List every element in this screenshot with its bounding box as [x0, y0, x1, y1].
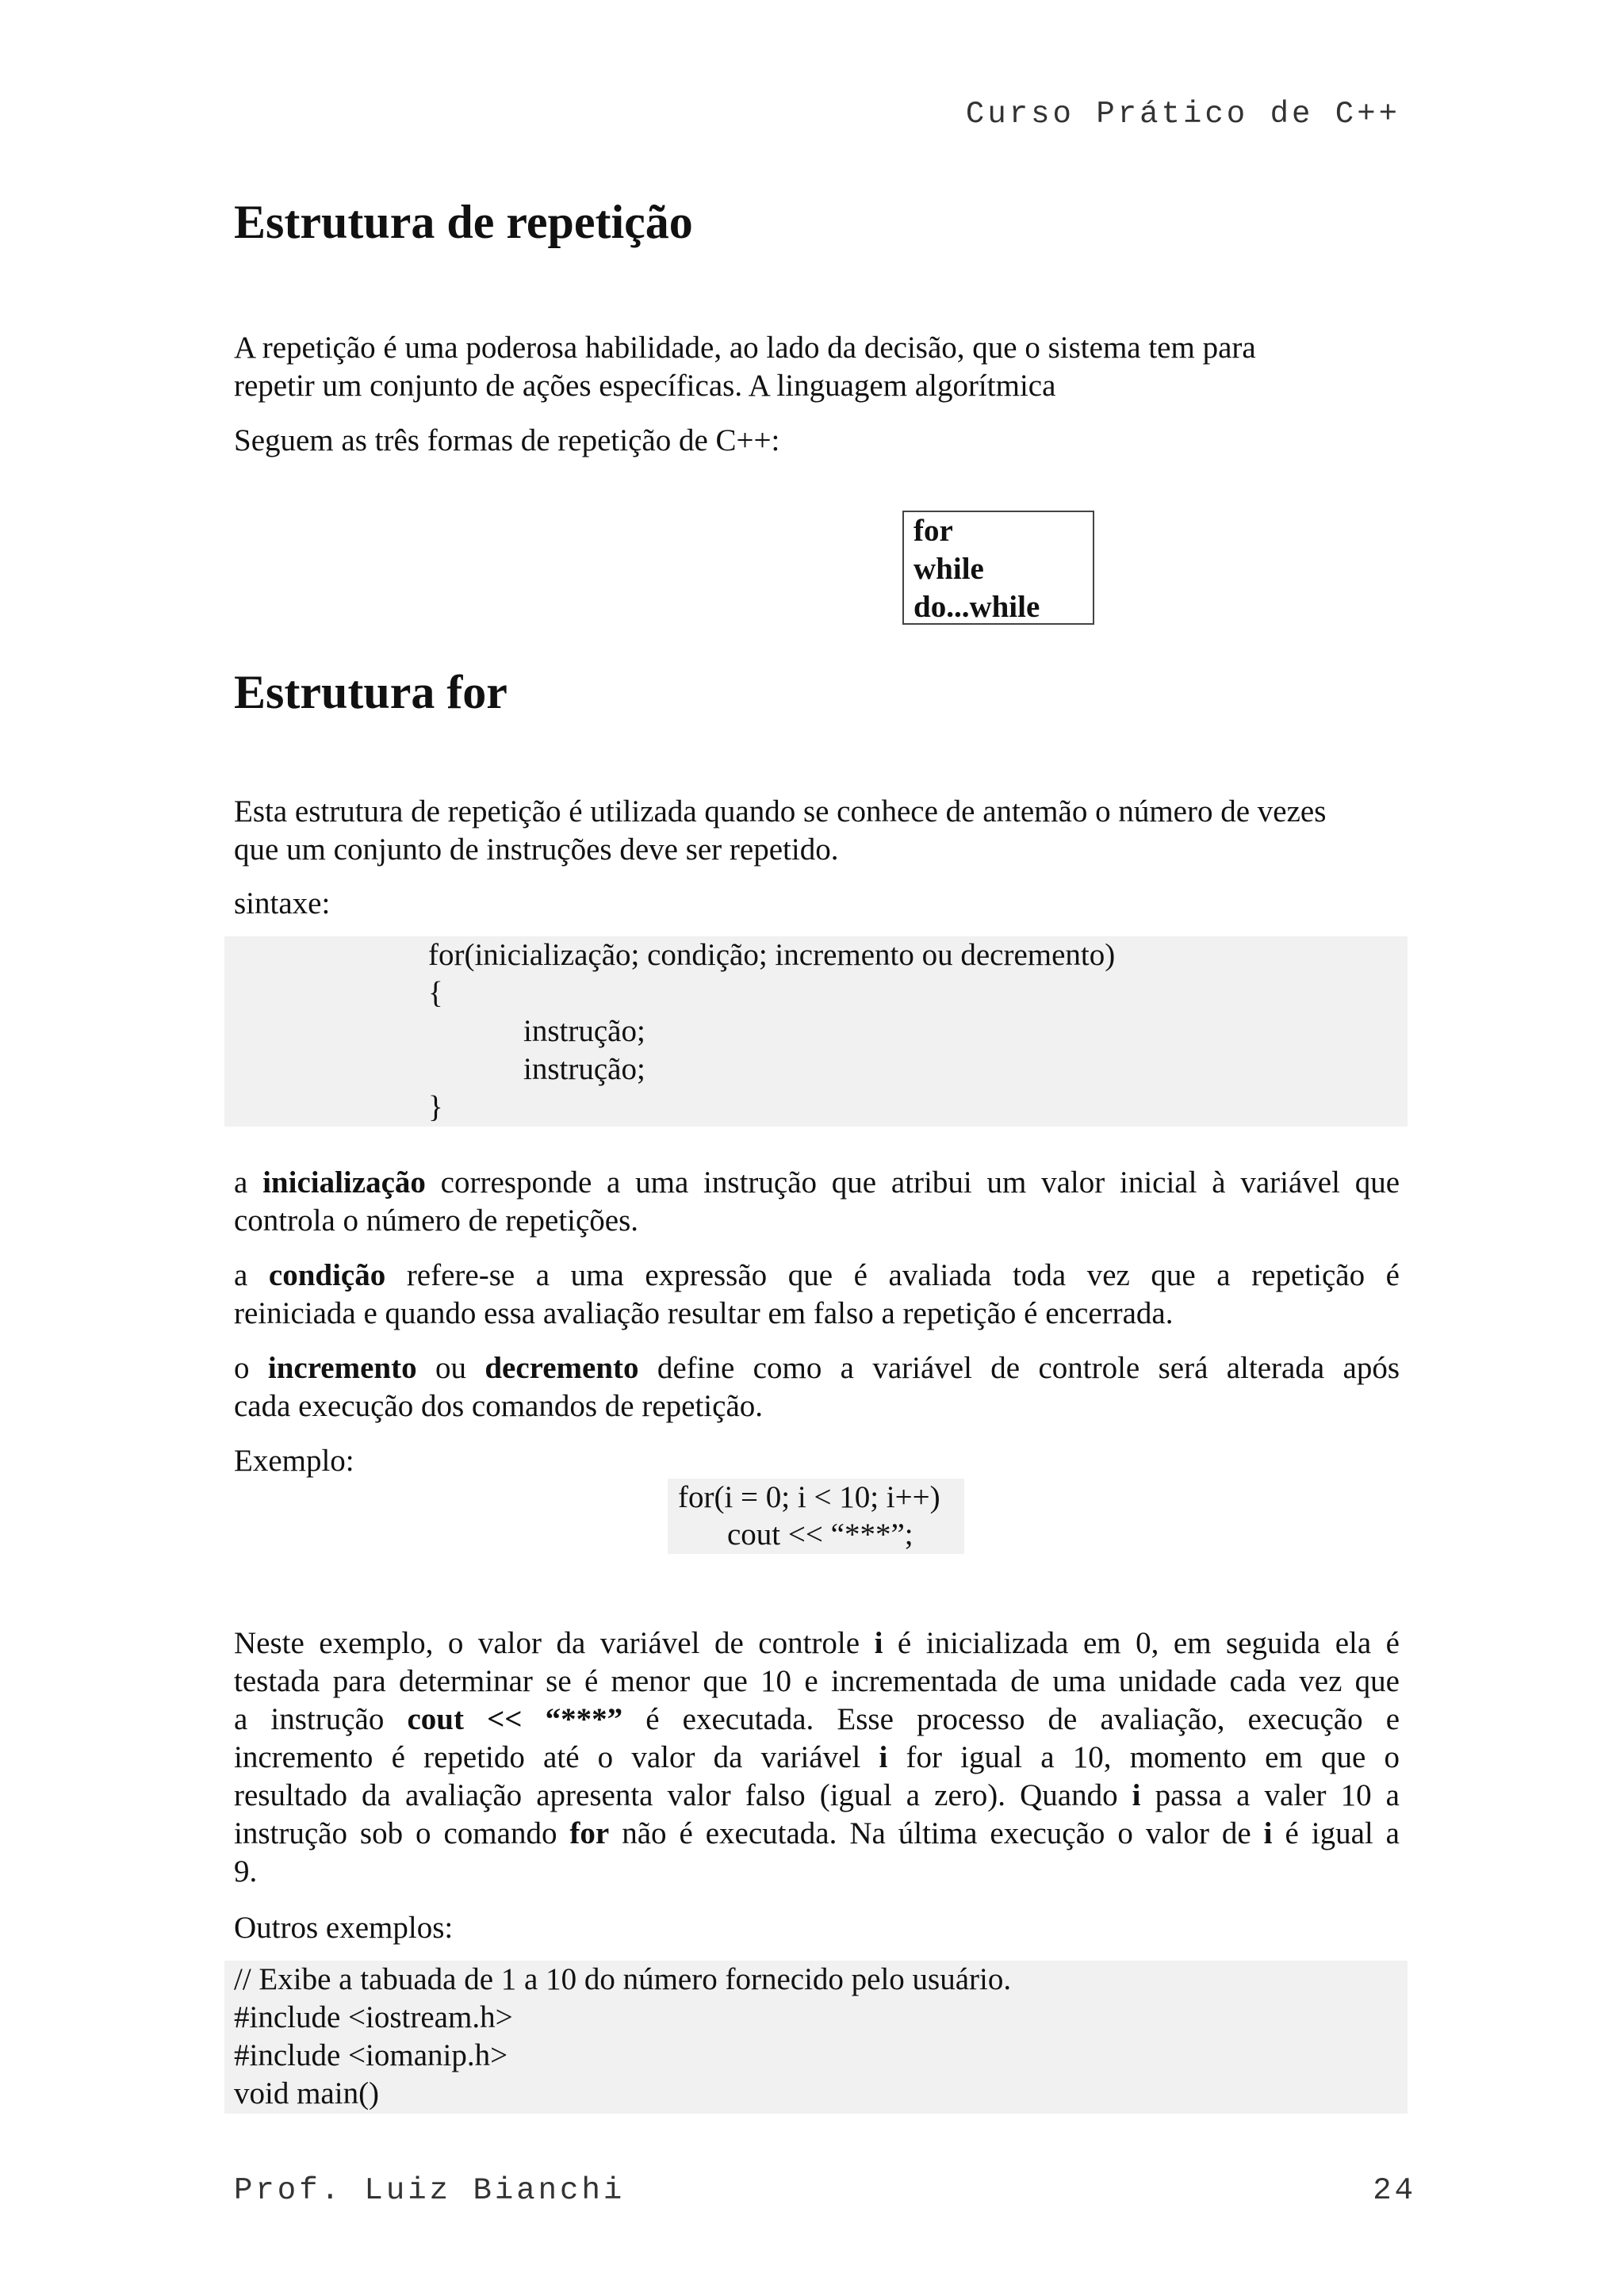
- tabuada-code-line: #include <iomanip.h>: [234, 2038, 508, 2072]
- cond-line-2: reiniciada e quando essa avaliação resultar em falso a repetição é encerrada.: [234, 1296, 1174, 1330]
- explain-line: testada para determinar se é menor que 10 e incrementada de uma unidade cada vez que: [234, 1664, 1400, 1698]
- inc-line-1: [234, 1349, 1400, 1387]
- tabuada-code-line: // Exibe a tabuada de 1 a 10 do número fornecido pelo usuário.: [234, 1962, 1012, 1996]
- inc-mid: ou: [416, 1351, 485, 1385]
- tabuada-code-block: [224, 1961, 1408, 2114]
- form-do-while: do...while: [914, 590, 1040, 624]
- intro-paragraph: [234, 329, 1400, 405]
- explain-text: instrução sob o comando: [234, 1816, 570, 1850]
- inc-line-1-rest: define como a variável de controle será alterada após: [638, 1351, 1400, 1385]
- explain-text: incremento é repetido até o valor da variável: [234, 1740, 879, 1774]
- syntax-line: instrução;: [523, 1052, 645, 1086]
- cond-line-1-rest: refere-se a uma expressão que é avaliada toda vez que a repetição é: [385, 1258, 1400, 1292]
- explain-var: i: [879, 1740, 888, 1774]
- explanation-paragraph: [234, 1624, 1400, 1891]
- example-code-line: cout << “***”;: [727, 1517, 914, 1552]
- page-number: 24: [1373, 2173, 1416, 2208]
- explain-keyword: for: [569, 1816, 610, 1850]
- cond-prefix: a: [234, 1258, 269, 1292]
- explain-code: cout << “***”: [407, 1702, 623, 1736]
- init-term: inicialização: [262, 1165, 426, 1200]
- syntax-line: {: [428, 976, 443, 1010]
- explain-line: [234, 1777, 1400, 1815]
- footer-author: Prof. Luiz Bianchi: [234, 2173, 626, 2208]
- init-line-2: controla o número de repetições.: [234, 1203, 639, 1238]
- init-prefix: a: [234, 1165, 263, 1200]
- section-title-for: Estrutura for: [234, 666, 508, 718]
- running-header: Curso Prático de C++: [965, 97, 1400, 132]
- explain-var: i: [1263, 1816, 1273, 1850]
- explain-var: i: [1132, 1778, 1141, 1812]
- for-description-line-1: Esta estrutura de repetição é utilizada quando se conhece de antemão o número de vezes: [234, 794, 1327, 828]
- explain-line: [234, 1815, 1400, 1853]
- explain-text: Neste exemplo, o valor da variável de controle: [234, 1626, 875, 1660]
- tabuada-code-line: #include <iostream.h>: [234, 2000, 513, 2034]
- inc-term-incremento: incremento: [267, 1351, 417, 1385]
- cond-line-1: [234, 1257, 1400, 1295]
- syntax-label: sintaxe:: [234, 886, 331, 920]
- other-examples-label: Outros exemplos:: [234, 1911, 454, 1945]
- inc-paragraph: [234, 1349, 1400, 1425]
- explain-line: [234, 1739, 1400, 1777]
- cond-term: condição: [268, 1258, 386, 1292]
- explain-text: passa a valer 10 a: [1140, 1778, 1400, 1812]
- init-line-1: [234, 1164, 1400, 1202]
- explain-text: não é executada. Na última execução o valor de: [609, 1816, 1264, 1850]
- example-code-line: for(i = 0; i < 10; i++): [678, 1480, 940, 1514]
- inc-line-2: cada execução dos comandos de repetição.: [234, 1389, 763, 1423]
- syntax-line: }: [428, 1090, 443, 1124]
- explain-text: é executada. Esse processo de avaliação, execução e: [622, 1702, 1400, 1736]
- section-title-repeticao: Estrutura de repetição: [234, 196, 693, 248]
- explain-text: resultado da avaliação apresenta valor falso (igual a zero). Quando: [234, 1778, 1132, 1812]
- explain-text: é inicializada em 0, em seguida ela é: [883, 1626, 1400, 1660]
- syntax-line: instrução;: [523, 1014, 645, 1048]
- explain-text: a instrução: [234, 1702, 408, 1736]
- tabuada-code-line: void main(): [234, 2076, 380, 2110]
- inc-prefix: o: [234, 1351, 268, 1385]
- repetition-forms-box: [902, 511, 1094, 625]
- intro-line-2: repetir um conjunto de ações específicas. A linguagem algorítmica: [234, 369, 1056, 403]
- cond-paragraph: [234, 1257, 1400, 1333]
- example-label: Exemplo:: [234, 1444, 354, 1478]
- explain-text: for igual a 10, momento em que o: [887, 1740, 1400, 1774]
- explain-line: 9.: [234, 1854, 258, 1888]
- for-description-line-2: que um conjunto de instruções deve ser repetido.: [234, 832, 839, 867]
- for-description: [234, 793, 1400, 869]
- forms-intro: Seguem as três formas de repetição de C++:: [234, 423, 780, 457]
- explain-line: [234, 1701, 1400, 1739]
- init-line-1-rest: corresponde a uma instrução que atribui um valor inicial à variável que: [425, 1165, 1400, 1200]
- explain-var: i: [874, 1626, 883, 1660]
- example-code-block: [668, 1479, 964, 1554]
- intro-line-1: A repetição é uma poderosa habilidade, ao lado da decisão, que o sistema tem para: [234, 331, 1256, 365]
- explain-text: é igual a: [1272, 1816, 1400, 1850]
- form-while: while: [914, 552, 984, 586]
- form-for: for: [914, 514, 953, 548]
- explain-line: [234, 1624, 1400, 1663]
- syntax-code-block: [224, 936, 1408, 1127]
- init-paragraph: [234, 1164, 1400, 1240]
- inc-term-decremento: decremento: [485, 1351, 639, 1385]
- syntax-line: for(inicialização; condição; incremento ou decremento): [428, 938, 1116, 972]
